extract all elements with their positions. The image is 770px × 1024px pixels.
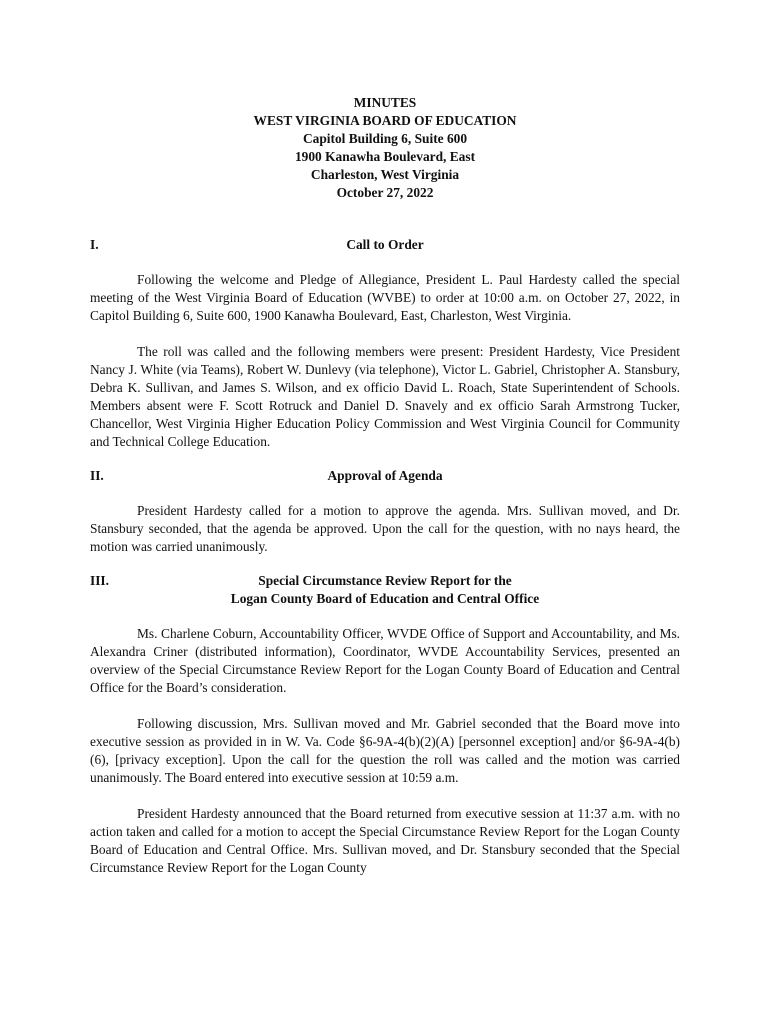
section-number: III. [90,573,109,588]
header-organization: WEST VIRGINIA BOARD OF EDUCATION [253,113,517,128]
section-heading-call-to-order [90,236,680,254]
header-city: Charleston, West Virginia [310,167,460,182]
section-heading-special-circumstance-review [90,572,680,608]
section-title: Approval of Agenda [327,468,443,483]
section-title-line-2: Logan County Board of Education and Central Office [230,591,540,606]
section-number: I. [90,237,99,252]
header-date: October 27, 2022 [336,185,434,200]
paragraph: Following discussion, Mrs. Sullivan moved and Mr. Gabriel seconded that the Board move into executive session as provided in in W. Va. Code §6-9A-4(b)(2)(A) [personnel exception] and/or §6-9A-4(b)(6), [privacy exception]. Upon the call for the question the roll was called and the motion was carried unanimously. The Board entered into executive session at 10:59 a.m. [90,716,680,785]
paragraph: Following the welcome and Pledge of Allegiance, President L. Paul Hardesty called the special meeting of the West Virginia Board of Education (WVBE) to order at 10:00 a.m. on October 27, 2022, in Capitol Building 6, Suite 600, 1900 Kanawha Boulevard, East, Charleston, West Virginia. [90,272,680,323]
header-title: MINUTES [353,95,417,110]
section-title: Call to Order [346,237,424,252]
document-header [90,94,680,202]
paragraph: President Hardesty called for a motion to approve the agenda. Mrs. Sullivan moved, and Dr. Stansbury seconded, that the agenda be approved. Upon the call for the question, with no nays heard, the motion was carried unanimously. [90,503,680,554]
paragraph: President Hardesty announced that the Board returned from executive session at 11:37 a.m. with no action taken and called for a motion to accept the Special Circumstance Review Report for the Logan County Board of Education and Central Office. Mrs. Sullivan moved, and Dr. Stansbury seconded that the Special Circumstance Review Report for the Logan County [90,806,680,875]
section-title-line-1: Special Circumstance Review Report for the [258,573,512,588]
paragraph: The roll was called and the following members were present: President Hardesty, Vice President Nancy J. White (via Teams), Robert W. Dunlevy (via telephone), Victor L. Gabriel, Christopher A. Stansbury, Debra K. Sullivan, and James S. Wilson, and ex officio David L. Roach, State Superintendent of Schools. Members absent were F. Scott Rotruck and Daniel D. Snavely and ex officio Sarah Armstrong Tucker, Chancellor, West Virginia Higher Education Policy Commission and West Virginia Council for Community and Technical College Education. [90,344,680,449]
header-building: Capitol Building 6, Suite 600 [302,131,468,146]
section-number: II. [90,468,104,483]
paragraph: Ms. Charlene Coburn, Accountability Officer, WVDE Office of Support and Accountability, and Ms. Alexandra Criner (distributed information), Coordinator, WVDE Accountability Services, presented an overview of the Special Circumstance Review Report for the Logan County Board of Education and Central Office for the Board’s consideration. [90,626,680,695]
header-street: 1900 Kanawha Boulevard, East [294,149,476,164]
minutes-page [90,94,680,877]
section-heading-approval-of-agenda [90,467,680,485]
